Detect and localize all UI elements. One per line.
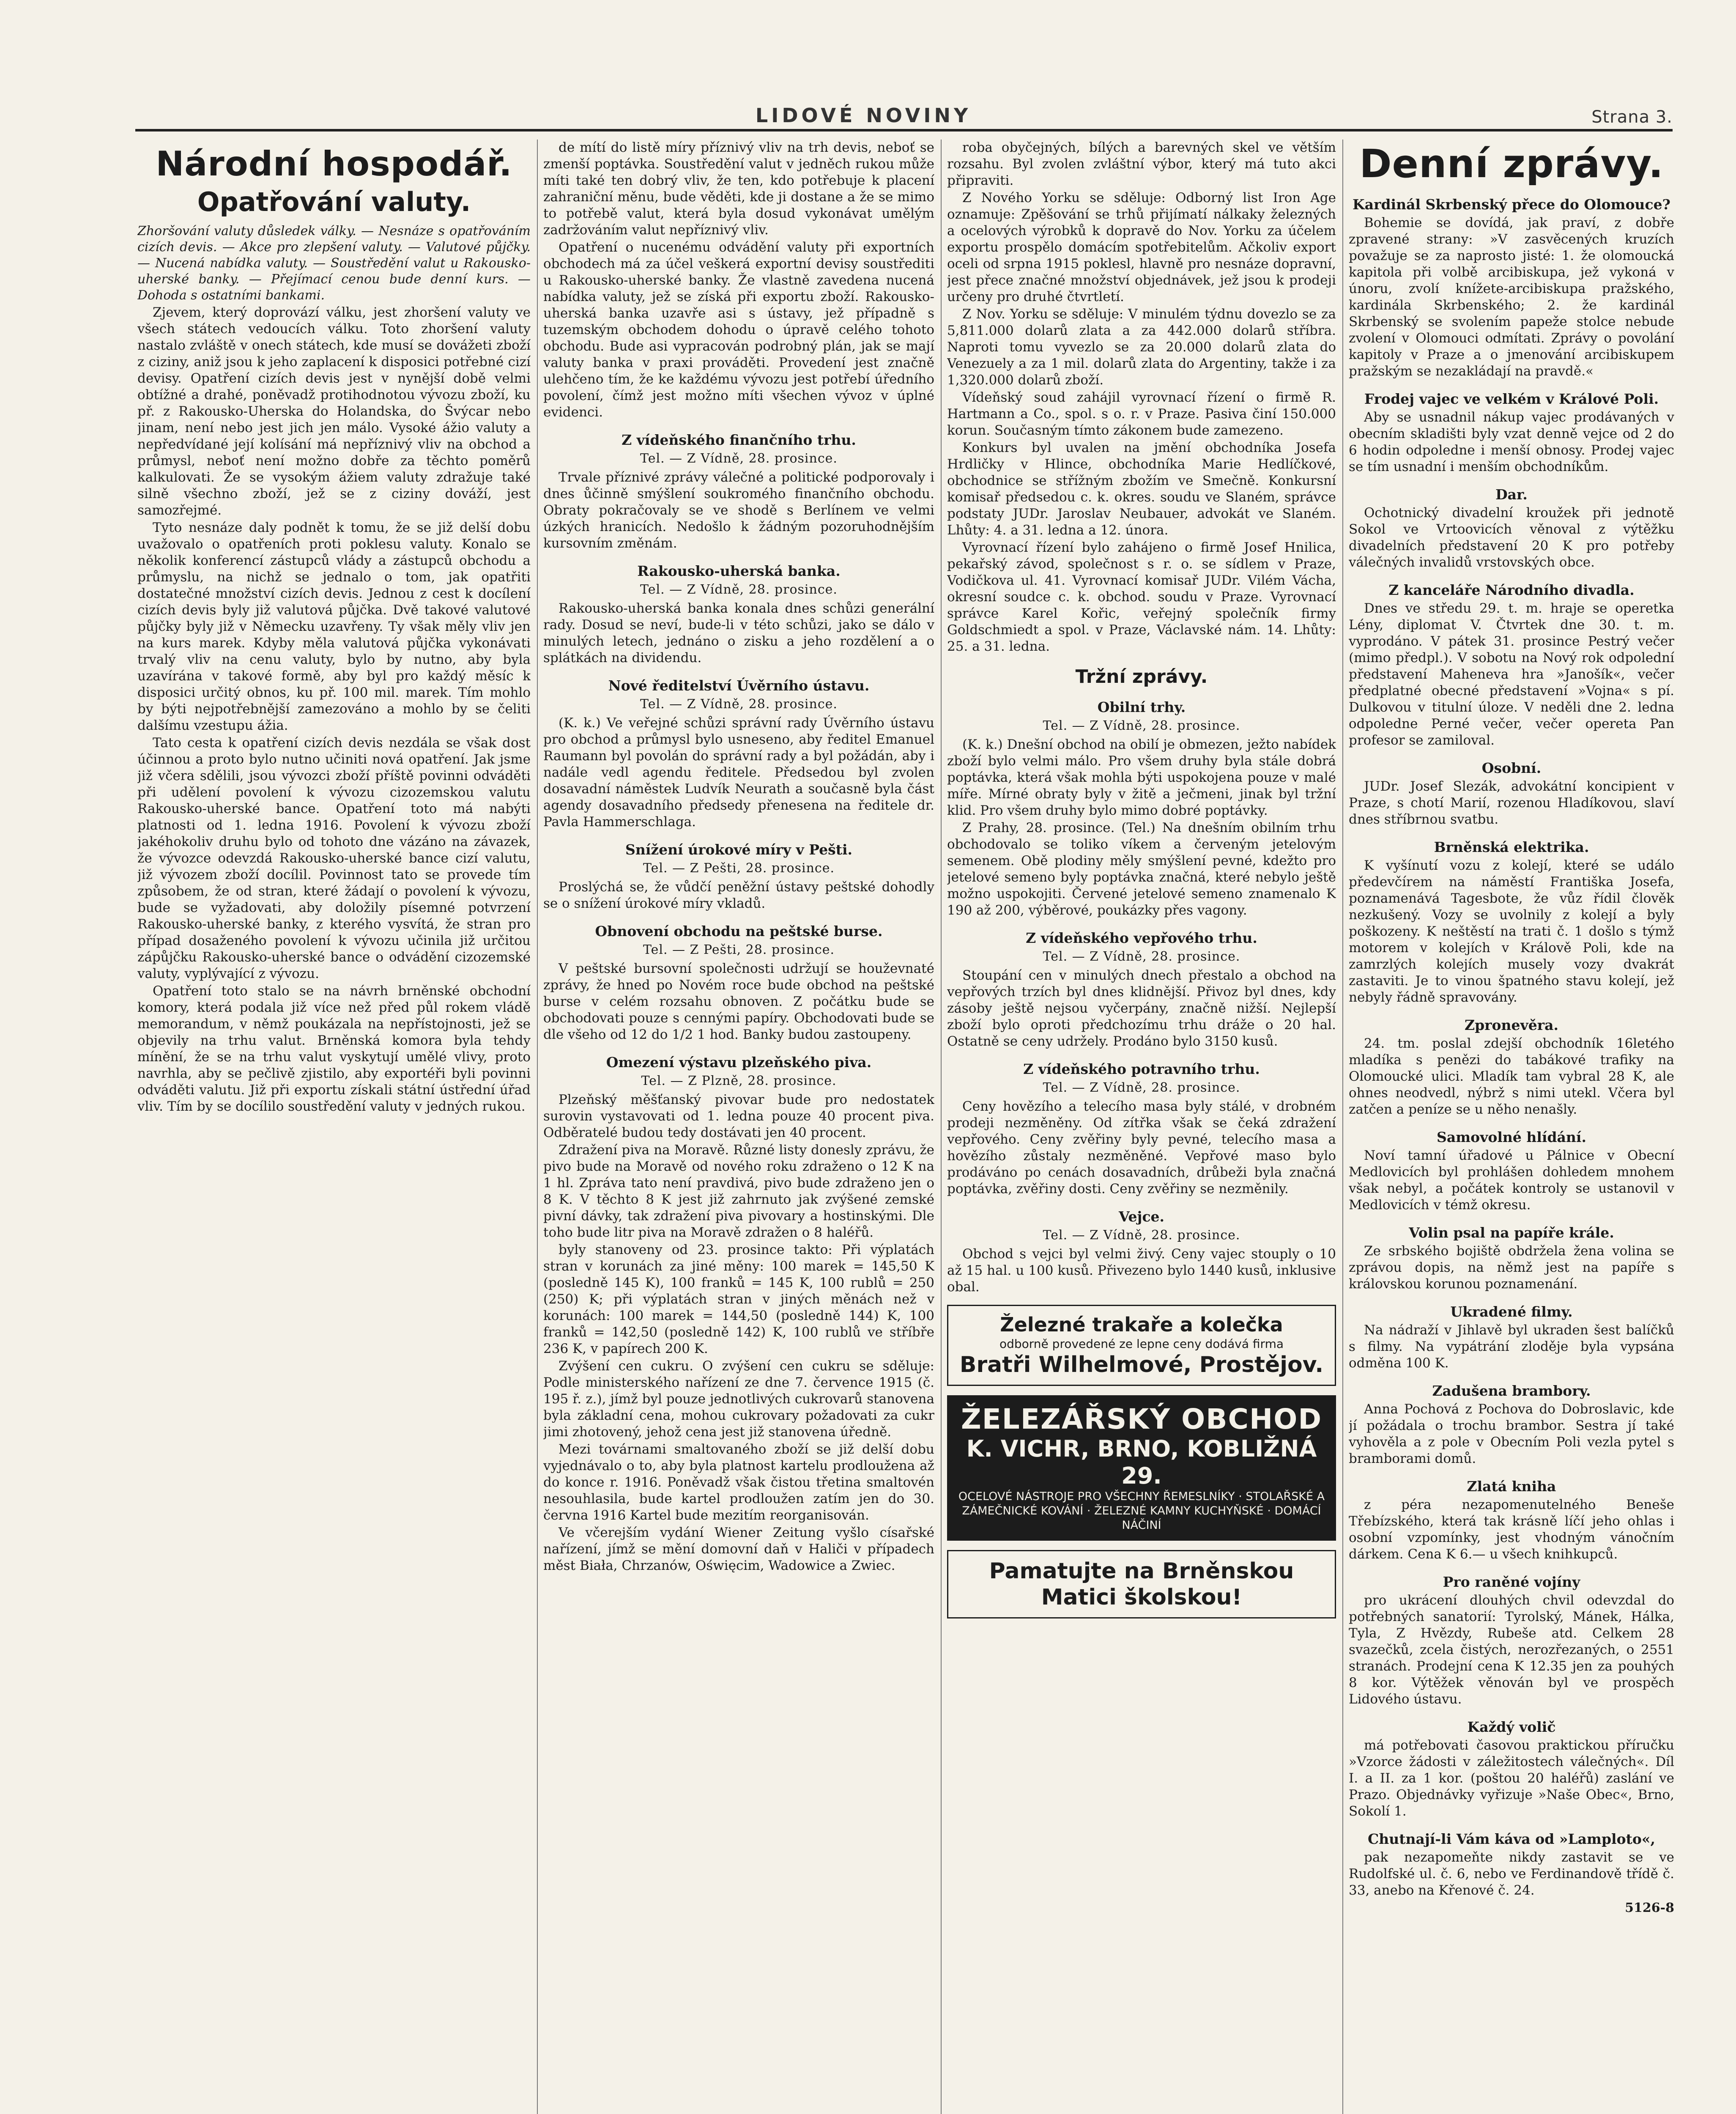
dateline: Tel. — Z Pešti, 28. prosince.	[643, 942, 835, 957]
paragraph: Tato cesta k opatření cizích devis nezdála se však dost účinnou a proto bylo nutno učiniti nová opatření. Jak jsme již včera sdělili, jsou vývozci zboží příště povinni odváděti při udělení povolení k vývozu cizozemskou valutu Rakousko-uherské bance. Opatření toto má nabýti platnosti od 1. ledna 1916. Povolení k vývozu zboží jakéhokoliv druhu bylo od tohoto dne vázáno na závazek, že vývozce odevzdá Rakousko-uherské bance cizí valutu, již vývozem zboží docílil. Povinnost tato se provede tím způsobem, že od stran, které žádají o povolení k vývozu, bude se vyžadovati, aby doložily písemné potvrzení Rakousko-uherské banky, z kterého vysvítá, že stran pro případ dosaženého povolení k vývozu učinila již určitou zápůjčku Rakousko-uherské bance o odvádění cizozemské valuty, vyplývající z vývozu.	[137, 735, 531, 981]
paragraph: Z Nového Yorku se sděluje: Odborný list Iron Age oznamuje: Zpěšování se trhů přijímatí nálkaky železných a ocelových výrobků k dopravě do Nov. Yorku za účelem exportu prospělo domácím spotřebitelům. Ačkoliv export oceli od srpna 1915 poklesl, hlavně pro nesnáze dopravní, jest přece značné množství objednávek, jež jsou k prodeji určeny pro druhé čtvrtletí.	[947, 190, 1336, 304]
article-title: Omezení výstavu plzeňského piva.	[606, 1054, 872, 1071]
column-2	[543, 140, 934, 2114]
paragraph: JUDr. Josef Slezák, advokátní koncipient v Praze, s chotí Marií, rozenou Hladíkovou, slaví dnes stříbrnou svatbu.	[1349, 779, 1674, 827]
paragraph: Opatření toto stalo se na návrh brněnské obchodní komory, která podala již více než před půl rokem vládě memorandum, v němž poukázala na nepřístojnosti, jež se objevily na trhu valut. Brněnská komora byla tehdy mínění, že se na trhu valut vyskytují umělé vlivy, proto navrhla, aby se pečlivě zjistilo, aby exportéři byli povinni odváděti valutu. Již při exportu získali státní ústřední úřad vliv. Tím by se docílilo soustředění valuty v jedných rukou.	[137, 983, 531, 1114]
article-title: Opatřování valuty.	[197, 186, 471, 217]
paragraph: 24. tm. poslal zdejší obchodník 16letého mladíka s penězi do tabákové trafiky na Olomoucké ulici. Mladík tam vybral 28 K, ale ohnes neodvedl, nýbrž s nimi utekl. Včera byl zatčen a peníze se u něho nenašly.	[1349, 1036, 1674, 1117]
paragraph: Mezi továrnami smaltovaného zboží se již delší dobu vyjednávalo o to, aby byla platnost kartelu prodloužena až do konce r. 1916. Poněvadž však čistou třetina smaltovén nesouhlasila, bude kartel prodloužen zatím jen do 30. června 1916 Kartel bude mezitím reorganisován.	[543, 1442, 934, 1523]
paragraph: Stoupání cen v minulých dnech přestalo a obchod na vepřových trzích byl dnes klidnější. Přivoz byl dnes, kdy zásoby ještě nejsou vyčerpány, značně nižší. Nejlepší zboží bylo oproti předchozímu trhu dráže o 20 hal. Ostatně se ceny udržely. Prodáno bylo 3150 kusů.	[947, 968, 1336, 1049]
paragraph: Z Prahy, 28. prosince. (Tel.) Na dnešním obilním trhu obchodovalo se toliko víkem a červeným jetelovým semenem. Obě plodiny měly smýšlení pevné, kdežto pro jetelové semeno byly poptávka značná, které nebylo ještě možno uspokojiti. Červené jetelové semeno znamenalo K 190 až 200, výběrové, poukázky přes vagony.	[947, 820, 1336, 918]
paragraph: Konkurs byl uvalen na jmění obchodníka Josefa Hrdličky v Hlince, obchodníka Marie Hedlíčkové, obchodnice se střížným zbožím ve Smečně. Konkursní komisař předsedou c. k. okres. soudu ve Slaném, správce podstaty JUDr. Jaroslav Neubauer, advokát ve Slaném. Lhůty: 4. a 31. ledna a 12. února.	[947, 440, 1336, 538]
article-title: Brněnská elektrika.	[1434, 839, 1589, 855]
ad-text: odborně provedené ze lepne ceny dodává firma	[999, 1337, 1284, 1351]
article-title: Zadušena brambory.	[1432, 1383, 1591, 1399]
paragraph: Z Nov. Yorku se sděluje: V minulém týdnu dovezlo se za 5,811.000 dolarů zlata a za 442.000 dolarů stříbra. Naproti tomu vyvezlo se za 20.000 dolarů zlata do Venezuely a za 1 mil. dolarů zlata do Argentiny, takže i za 1,320.000 dolarů zboží.	[947, 307, 1336, 388]
article-title: Z vídeňského finančního trhu.	[622, 432, 856, 448]
article-title: Každý volič	[1467, 1719, 1556, 1735]
ad-company: K. VICHR, BRNO, KOBLIŽNÁ 29.	[966, 1435, 1317, 1489]
paragraph: Rakousko-uherská banka konala dnes schůzi generální rady. Dosud se neví, bude-li v této schůzi, jako se dálo v minulých letech, jednáno o zisku a jeho rozdělení a o splátkách na dividendu.	[543, 601, 934, 665]
article-title: Chutnají-li Vám káva od »Lamploto«,	[1368, 1831, 1655, 1847]
paragraph: Bohemie se dovídá, jak praví, z dobře zpravené strany: »V zasvěcených kruzích považuje se za naprosto jisté: 1. že olomoucká kapitola při volbě arcibiskupa, jež vykoná v únoru, zvolí knížete-arcibiskupa pražského, kardinála Skrbenského; 2. že kardinál Skrbenský se svolením papeže stolce nebude zvolení v Olomouci odmítati. Zprávy o povolání kapitoly v Praze a o jmenování arcibiskupem pražským se nezakládají na pravdě.«	[1349, 215, 1674, 379]
ad-headline: ŽELEZÁŘSKÝ OBCHOD	[961, 1403, 1323, 1435]
article-title: Zpronevěra.	[1465, 1017, 1558, 1033]
paragraph: Tyto nesnáze daly podnět k tomu, že se již delší dobu uvažovalo o opatřeních proti poklesu valuty. Konalo se několik konferencí zástupců vlády a zástupců obchodu a průmyslu, na nichž se jednalo o tom, jak opatřiti dostatečné množství cizích devis. Jednou z cest k docílení cizích devis byly již valutová půjčka. Dvě takové valutové půjčky byly již v Německu uzavřeny. Ty však měly vliv jen na kurs marek. Kdyby měla valutová půjčka vykonávati trvalý vliv na cenu valuty, bylo by nutno, aby byla uzavírána v takové formě, aby byl pro každý měsíc k disposici určitý obnos, ku př. 100 mil. marek. Tím mohlo by býti nejpotřebnější zamezováno a mohlo by se čeliti dalšímu vzestupu ážia.	[137, 520, 531, 733]
article-title: Pro raněné vojíny	[1443, 1574, 1580, 1590]
paragraph: Obchod s vejci byl velmi živý. Ceny vajec stouply o 10 až 15 hal. u 100 kusů. Přivezeno bylo 1440 kusů, inklusive obal.	[947, 1246, 1336, 1295]
ad-text: Matici školskou!	[1041, 1585, 1242, 1610]
section-title: Tržní zprávy.	[1075, 666, 1208, 687]
article-title: Volin psal na papíře krále.	[1409, 1224, 1614, 1241]
article-title: Samovolné hlídání.	[1437, 1129, 1586, 1145]
paragraph: Zjevem, který doprovází válku, jest zhoršení valuty ve všech státech vedoucích válku. Toto zhoršení valuty nastalo zvláště v onech státech, kde musí se dovážeti zboží z ciziny, aniž jsou k jeho zaplacení k disposici potřebné cizí devisy. Opatření cizích devis jest v nynější době velmi obtížné a drahé, poněvadž protihodnotou vývozu zboží, ku př. z Rakousko-Uherska do Holandska, do Švýcar nebo jinam, není nebo jest jich jen málo. Vysoké ážio valuty a nepředvídané její kolísání má nepříznivý vliv na obchod a průmysl, neboť není možno dobře za těchto poměrů kalkulovati. Že se vysokým ážiem valuty zdražuje také silně všechno zboží, jež se z ciziny dováží, jest samozřejmé.	[137, 305, 531, 518]
dateline: Tel. — Z Vídně, 28. prosince.	[1043, 949, 1240, 964]
dateline: Tel. — Z Vídně, 28. prosince.	[1043, 1080, 1240, 1095]
dateline: Tel. — Z Vídně, 28. prosince.	[640, 451, 838, 466]
paragraph: Vyrovnací řízení bylo zahájeno o firmě Josef Hnilica, pekařský závod, společnost s r. o. se sídlem v Praze, Vodičkova ul. 41. Vyrovnací komisař JUDr. Vilém Vácha, okresní soudce c. k. obchod. soudu v Praze. Vyrovnací správce Karel Kořic, veřejný společník firmy Goldschmiedt a spol. v Praze, Václavské nám. 14. Lhůty: 25. a 31. ledna.	[947, 540, 1336, 654]
paragraph: Vídeňský soud zahájil vyrovnací řízení o firmě R. Hartmann a Co., spol. s o. r. v Praze. Pasiva činí 150.000 korun. Současným tímto zákonem bude zamezeno.	[947, 390, 1336, 438]
header-rule	[135, 129, 1673, 131]
paragraph: roba obyčejných, bílých a barevných skel ve větším rozsahu. Byl zvolen zvláštní výbor, který má tuto akci připraviti.	[947, 140, 1336, 188]
dateline: Tel. — Z Vídně, 28. prosince.	[640, 697, 838, 712]
running-header	[135, 105, 1673, 127]
paragraph: Ceny hovězího a telecího masa byly stálé, v drobném prodeji nezměněny. Od zítřka však se čeká zdražení vepřového. Ceny zvěřiny byly pevné, telecího masa a hovězího zůstaly nezměněné. Vepřové maso bylo prodáváno po cenách dosavadních, drůbeži byla značná poptávka, zvěřiny dosti. Ceny zvěřiny se nezměnily.	[947, 1099, 1336, 1197]
paragraph: pro ukrácení dlouhých chvil odevzdal do potřebných sanatorií: Tyrolský, Mánek, Hálka, Tyla, Z Hvězdy, Rubeše atd. Celkem 28 svazečků, zcela čistých, nerozřezaných, o 2551 stranách. Prodejní cena K 12.35 jen za pouhých 8 kor. Výtěžek věnován byl ve prospěch Lidového ústavu.	[1349, 1593, 1674, 1707]
paragraph: Ochotnický divadelní kroužek při jednotě Sokol ve Vrtoovicích věnoval z výtěžku divadelních představení 20 K pro potřeby válečných invalidů vrstovských obce.	[1349, 505, 1674, 570]
column-3	[947, 140, 1336, 2114]
paragraph: de mítí do listě míry příznivý vliv na trh devis, neboť se zmenší poptávka. Soustředění valut v jedněch rukou může míti také ten dobrý vliv, že ten, kdo potřebuje k placení zahraniční měnu, bude věděti, kde ji dostane a že se mimo to potřebě valut, která byla dosud vykonávat umělým zadržováním valut nepříznivý vliv.	[543, 140, 934, 238]
column-divider	[941, 140, 942, 2114]
paragraph: Noví tamní úřadové u Pálnice v Obecní Medlovicích byl prohlášen dohledem mnohem však nebyl, a počátek kontroly se ustanovil v Medlovicích v témž okresu.	[1349, 1148, 1674, 1213]
column-4	[1349, 140, 1674, 2114]
column-divider	[1342, 140, 1343, 2114]
paragraph: Aby se usnadnil nákup vajec prodávaných v obecním skladišti byly vzat denně vejce od 2 do 6 hodin odpoledne i menší obnosy. Prodej vajec se tím usnadní i menším obchodníkům.	[1349, 410, 1674, 474]
article-title: Frodej vajec ve velkém v Králové Poli.	[1364, 391, 1659, 407]
paragraph: Ze srbského bojiště obdržela žena volina se zprávou dopis, na němž jest na papíře s královskou korunou poznamenání.	[1349, 1243, 1674, 1292]
dateline: Tel. — Z Vídně, 28. prosince.	[640, 582, 838, 597]
advertisement	[947, 1550, 1336, 1618]
article-title: Z kanceláře Národního divadla.	[1388, 582, 1635, 598]
paragraph: Trvale příznivé zprávy válečné a politické podporovaly i dnes ůčinně smýšlení soukromého finančního obchodu. Obraty pokračovaly se ve shodě s Berlínem ve velmi úzkých hranicích. Nedošlo k žádným pozoruhodnějším kursovním změnám.	[543, 470, 934, 551]
paragraph: z péra nezapomenutelného Beneše Třebízského, která tak krásně líčí jeho ohlas i osobní vzpomínky, jest vhodným vánočním dárkem. Cena K 6.— u všech knihkupců.	[1349, 1497, 1674, 1562]
dateline: Tel. — Z Pešti, 28. prosince.	[643, 861, 835, 876]
paragraph: Opatření o nucenému odvádění valuty při exportních obchodech má za účel veškerá exportní devisy soustřediti u Rakousko-uherské banky. Že vlastně zavedena nucená nabídka valuty, jež se získá při exportu zboží. Rakousko-uherská banka uzavře asi s ústavy, jež případně s tuzemským obchodem dohodu o úpravě celého tohoto obchodu. Bude asi vypracován podrobný plán, jak se mají valuty banka v praxi prováděti. Provedení jest značně ulehčeno tím, že ke každému vývozu jest potřebí úředního povolení, čímž jest možno míti všechen vývoz v úplné evidenci.	[543, 240, 934, 420]
article-title: Rakousko-uherská banka.	[637, 563, 841, 579]
masthead: LIDOVÉ NOVINY	[755, 104, 972, 127]
column-1	[137, 140, 531, 2114]
paragraph: Anna Pochová z Pochova do Dobroslavic, kde jí požádala o trochu brambor. Sestra jí také vyhověla a z pole v Obecním Poli vezla pytel s bramborami domů.	[1349, 1402, 1674, 1466]
paragraph: (K. k.) Dnešní obchod na obilí je obmezen, ježto nabídek zboží bylo velmi málo. Pro všem druhy byla stále dobrá poptávka, která však mohla býti uspokojena pouze v malé míře. Mírné obraty byly v žitě a ječmeni, jinak byl tržní klid. Pro všem druhy bylo mimo dobré poptávky.	[947, 737, 1336, 818]
paragraph: Dnes ve středu 29. t. m. hraje se operetka Lény, diplomat V. Čtvrtek dne 30. t. m. vyprodáno. V pátek 31. prosince Pestrý večer (mimo předpl.). V sobotu na Nový rok odpolední představení Maheneva hra »Janošík«, večer předplatné obecné představení »Vojna« s pí. Dulkovou v titulní úloze. V neděli dne 2. ledna odpoledne Perné večer, večer opereta Pan profesor se zamiloval.	[1349, 601, 1674, 748]
dateline: Tel. — Z Plzně, 28. prosince.	[641, 1073, 837, 1088]
paragraph: Ve včerejším vydání Wiener Zeitung vyšlo císařské nařízení, jímž se mění domovní daň v Haliči v případech měst Biała, Chrzanów, Oświęcim, Wadowice a Zwiec.	[543, 1525, 934, 1573]
article-title: Z vídeňského potravního trhu.	[1023, 1061, 1260, 1077]
article-title: Osobní.	[1481, 760, 1542, 776]
paragraph: Proslýchá se, že vůdčí peněžní ústavy peštské dohodly se o snížení úrokové míry vkladů.	[543, 879, 934, 911]
advertisement	[947, 1305, 1336, 1386]
article-title: Obilní trhy.	[1097, 699, 1186, 715]
paragraph: Zvýšení cen cukru. O zvýšení cen cukru se sděluje: Podle ministerského nařízení ze dne 7. července 1915 (č. 195 ř. z.), jímž byl pouze jednotlivých cukrovarů stanovena byla základní cena, mohou cukrovary požadovati za cukr jimi zhotovený, jehož cena jest již stanovena úředně.	[543, 1358, 934, 1440]
dateline: Tel. — Z Vídně, 28. prosince.	[1043, 718, 1240, 733]
paragraph: V peštské bursovní společnosti udržují se houževnaté zprávy, že hned po Novém roce bude obchod na peštské burse v celém rozsahu obnoven. Z počátku bude se obchodovati pouze s cennými papíry. Obchodovati bude se dle všeho od 12 do 1/2 1 hod. Banky budou zastoupeny.	[543, 961, 934, 1042]
article-title: Z vídeňského vepřového trhu.	[1026, 930, 1257, 946]
article-title: Vejce.	[1118, 1208, 1165, 1225]
paragraph: Na nádraží v Jihlavě byl ukraden šest balíčků s filmy. Na vypátrání zloděje byla vypsána odměna 100 K.	[1349, 1323, 1674, 1371]
article-title: Snížení úrokové míry v Pešti.	[625, 841, 852, 858]
ad-headline: Železné trakaře a kolečka	[1000, 1313, 1283, 1336]
article-summary: Zhoršování valuty důsledek války. — Nesnáze s opatřováním cizích devis. — Akce pro zlepšení valuty. — Valutové půjčky. — Nucená nabídka valuty. — Soustředění valut u Rakousko-uherské banky. — Přejímací cenou bude denní kurs. — Dohoda s ostatními bankami.	[137, 224, 531, 303]
page-number: Strana 3.	[1591, 107, 1673, 127]
article-title: Dar.	[1495, 486, 1528, 503]
ad-text: OCELOVÉ NÁSTROJE PRO VŠECHNY ŘEMESLNÍKY · STOLAŘSKÉ A ZÁMEČNICKÉ KOVÁNÍ · ŽELEZNÉ KAMNY KUCHYŇSKÉ · DOMÁCÍ NÁČINÍ	[958, 1490, 1325, 1532]
paragraph: Zdražení piva na Moravě. Různé listy donesly zprávu, že pivo bude na Moravě od nového roku zdraženo o 12 K na 1 hl. Zpráva tato není pravdivá, pivo bude zdraženo jen o 8 K. V těchto 8 K jest již zahrnuto jak zvýšené zemské pivní dávky, tak zdražení piva pivovary a hostinskými. Dle toho bude litr piva na Moravě zdražen o 8 haléřů.	[543, 1142, 934, 1240]
paragraph: pak nezapomeňte nikdy zastavit se ve Rudolfské ul. č. 6, nebo ve Ferdinandově třídě č. 33, anebo na Křenové č. 24.	[1349, 1850, 1674, 1898]
ad-company: Bratři Wilhelmové, Prostějov.	[959, 1352, 1324, 1377]
ad-headline: Pamatujte na Brněnskou	[989, 1558, 1294, 1584]
paragraph: byly stanoveny od 23. prosince takto: Při výplatách stran v korunách za jiné měny: 100 marek = 145,50 K (posledně 145 K), 100 franků = 145 K, 100 rublů = 250 (250) K; při výplatách stran v jiných měnách než v korunách: 100 marek = 144,50 (posledně 144) K, 100 franků = 142,50 (posledně 142) K, 100 rublů ve stříbře 236 K, v papírech 200 K.	[543, 1242, 934, 1356]
paragraph: K vyšínutí vozu z kolejí, které se událo předevčírem na náměstí Františka Josefa, poznamenává Tagesbote, že vůz řídil člověk nezkušený. Vozy se uvolnily z kolejí a byly poškozeny. K neštěstí na trati č. 1 došlo s týmž motorem v kolejích v Králově Poli, kde na zamrzlých kolejích musely vozy dvakrát zastaviti. Je to vinou špatného stavu kolejí, jež nebyly řádně spravovány.	[1349, 858, 1674, 1005]
paragraph: (K. k.) Ve veřejné schůzi správní rady Úvěrního ústavu pro obchod a průmysl bylo usneseno, aby ředitel Emanuel Raumann byl povolán do správní rady a byl požádán, aby i nadále vedl agendu ředitele. Předsedou byl zvolen dosavadní náměstek Ludvík Neurath a současně byla část agendy dosavadního předsedy přenesena na ředitele dr. Pavla Hammerschlaga.	[543, 715, 934, 830]
column-divider	[537, 140, 538, 2114]
article-title: Zlatá kniha	[1467, 1478, 1556, 1495]
dateline: Tel. — Z Vídně, 28. prosince.	[1043, 1228, 1240, 1243]
paragraph: má potřebovati časovou praktickou příručku »Vzorce žádosti v záležitostech válečných«. Díl I. a II. za 1 kor. (poštou 20 haléřů) zaslání ve Prazo. Objednávky vyřizuje »Naše Obec«, Brno, Sokolí 1.	[1349, 1738, 1674, 1819]
article-title: Ukradené filmy.	[1450, 1303, 1573, 1320]
section-heading: Denní zprávy.	[1359, 141, 1664, 186]
article-title: Obnovení obchodu na peštské burse.	[595, 923, 883, 939]
paragraph: Plzeňský měšťanský pivovar bude pro nedostatek surovin vystavovati od 1. ledna pouze 40 procent piva. Odběratelé budou tedy dostávati jen 40 procent.	[543, 1092, 934, 1140]
article-title: Kardinál Skrbenský přece do Olomouce?	[1353, 196, 1670, 213]
ad-code: 5126-8	[1625, 1900, 1674, 1915]
article-title: Nové ředitelství Úvěrního ústavu.	[608, 677, 870, 694]
advertisement	[947, 1395, 1336, 1541]
section-heading: Národní hospodář.	[156, 144, 512, 183]
